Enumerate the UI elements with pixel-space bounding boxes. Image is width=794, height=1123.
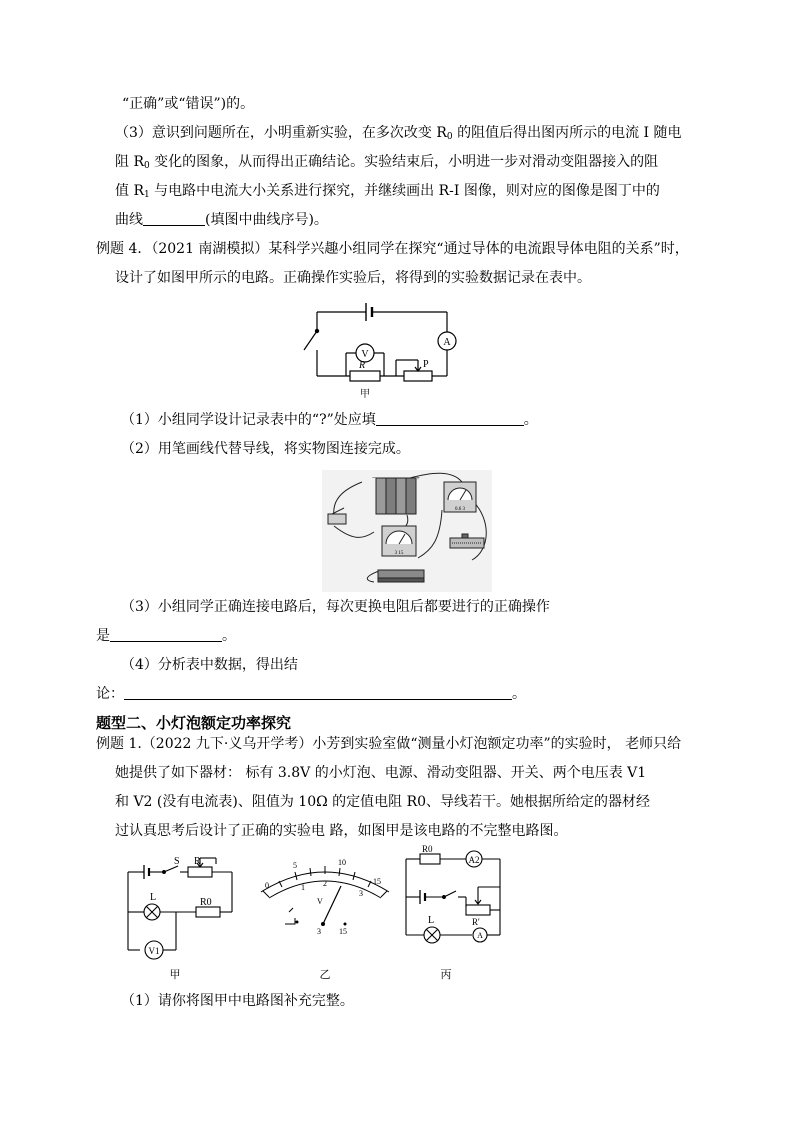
ammeter-terminals: 0.6 3 <box>455 507 465 512</box>
voltmeter-label: V <box>361 349 369 360</box>
terminal-label: 15 <box>339 927 347 936</box>
circuit-diagram-jia <box>120 852 246 982</box>
text-line: （3）意识到问题所在，小明重新实验，在多次改变 $R_0$ 的阻值后得出图丙所示的电流 I 随电 <box>115 125 682 142</box>
ammeter-label: A <box>477 931 483 940</box>
switch-label: S <box>174 856 180 867</box>
text-line: 例题 4．（2021 南湖模拟）某科学兴趣小组同学在探究“通过导体的电流跟导体电阻的关系”时， <box>96 241 689 257</box>
question-2: （2）用笔画线代替导线，将实物图连接完成。 <box>121 441 410 457</box>
figure-caption: 丙 <box>440 969 452 981</box>
question-3: （3）小组同学正确连接电路后，每次更换电阻后都要进行的正确操作 <box>121 599 550 615</box>
text-line: 曲线 (填图中曲线序号)。 <box>115 212 328 228</box>
scale-label: 10 <box>338 858 346 867</box>
question-4: （4）分析表中数据，得出结 <box>121 657 298 673</box>
voltmeter-terminals: 3 15 <box>394 551 404 556</box>
question-4-answer: 论： 。 <box>96 686 526 702</box>
fixed-resistor-label: R0 <box>422 845 433 854</box>
ammeter-label: A <box>443 337 451 348</box>
circuit-diagram-1 <box>292 298 462 402</box>
text-line: 她提供了如下器材： 标有 3.8V 的小灯泡、电源、滑动变阻器、开关、两个电压表 V1 <box>115 765 647 781</box>
text-line: 设计了如图甲所示的电路。正确操作实验后，将得到的实验数据记录在表中。 <box>115 270 591 286</box>
scale-label: 0 <box>265 881 269 890</box>
text-line: 和 V2 (没有电流表)、阻值为 10Ω 的定值电阻 R0、导线若干。她根据所给定的器材经 <box>115 794 651 810</box>
text-line: 过认真思考后设计了正确的实验电 路，如图甲是该电路的不完整电路图。 <box>115 823 568 839</box>
text-line: “正确”或“错误”)的。 <box>122 96 255 112</box>
rheostat-label: R' <box>472 917 480 927</box>
voltmeter-dial <box>255 852 395 982</box>
answer-blank[interactable] <box>376 411 524 426</box>
text-line: 例题 1.（2022 九下·义乌开学考）小芳到实验室做“测量小灯泡额定功率”的实验时， 老师只给 <box>96 736 682 752</box>
scale-label: 3 <box>359 889 363 898</box>
scale-label: 2 <box>323 879 327 888</box>
text-line: （1）请你将图甲中电路图补充完整。 <box>121 993 354 1009</box>
rheostat-label: R <box>194 856 201 867</box>
figure-caption: 甲 <box>360 389 370 400</box>
battery-plus: + <box>416 474 420 482</box>
terminal-label: 3 <box>317 927 321 936</box>
battery-minus: − <box>372 474 376 482</box>
figure-caption: 甲 <box>169 969 181 981</box>
voltmeter-label: V1 <box>148 946 160 956</box>
fixed-resistor-label: R0 <box>200 897 212 908</box>
resistor-label: R <box>358 360 366 371</box>
section-heading: 题型二、小灯泡额定功率探究 <box>96 714 292 732</box>
apparatus-photo <box>322 470 492 592</box>
slider-label: P <box>423 359 429 370</box>
text-line: 阻 $R_0$ 变化的图象，从而得出正确结论。实验结束后，小明进一步对滑动变阻器接入的阻 <box>115 154 659 171</box>
answer-blank[interactable] <box>110 627 222 642</box>
meter-label: V <box>317 897 323 906</box>
answer-blank[interactable] <box>124 685 512 700</box>
scale-label: 15 <box>373 877 381 886</box>
scale-label: 5 <box>293 861 297 870</box>
answer-blank[interactable] <box>143 211 205 226</box>
question-1: （1）小组同学设计记录表中的“?”处应填 。 <box>121 412 538 428</box>
circuit-diagram-bing <box>398 845 508 982</box>
figure-caption: 乙 <box>319 969 331 981</box>
ammeter2-label: A2 <box>468 855 480 865</box>
text-line: 值 $R_1$ 与电路中电流大小关系进行探究，并继续画出 R-I 图像，则对应的图像是图丁中的 <box>115 183 660 200</box>
lamp-label: L <box>428 915 435 926</box>
lamp-label: L <box>150 892 157 903</box>
scale-label: 1 <box>301 883 305 892</box>
question-3-answer: 是 。 <box>96 628 236 644</box>
